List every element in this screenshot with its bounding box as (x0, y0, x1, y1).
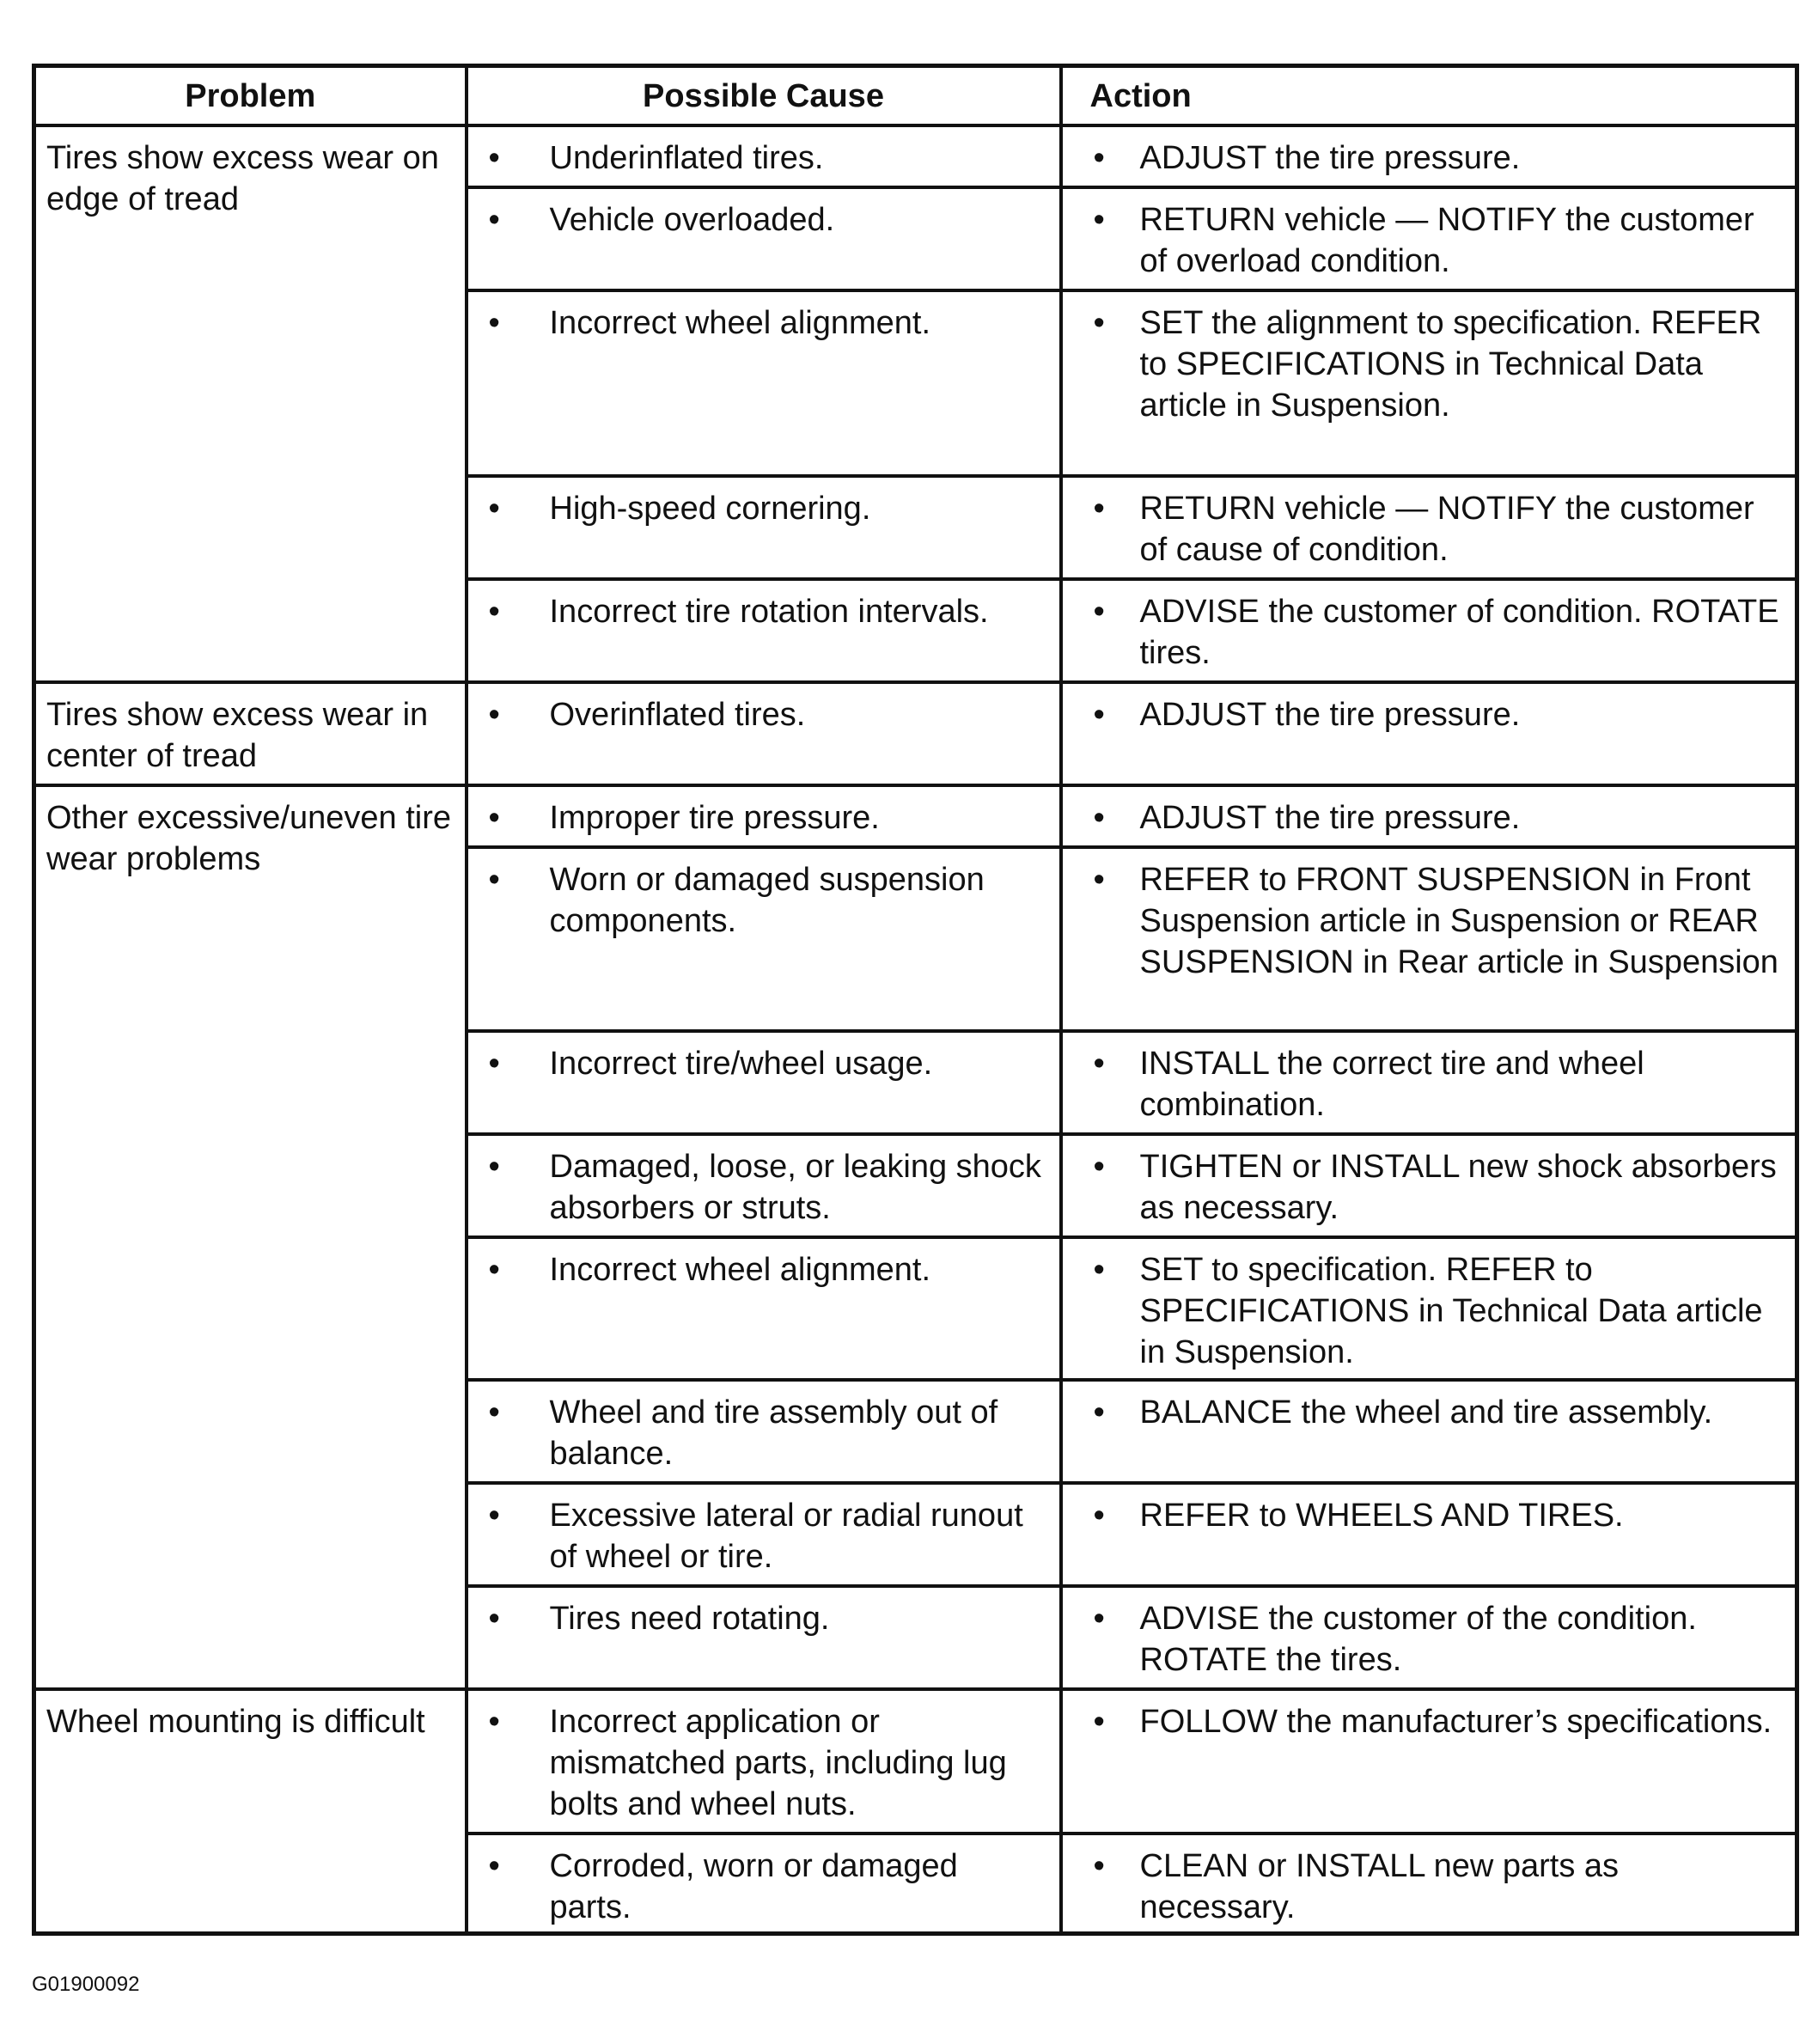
action-cell: • ADVISE the customer of condition. ROTATE tires. (1061, 579, 1797, 682)
action-cell: • SET the alignment to specification. REFER to SPECIFICATIONS in Technical Data article in Suspension. (1061, 290, 1797, 476)
cause-cell: • Wheel and tire assembly out of balance. (467, 1380, 1061, 1483)
cause-cell: • Incorrect wheel alignment. (467, 1237, 1061, 1380)
table-row (34, 1689, 1797, 1833)
table-body (34, 125, 1797, 1933)
action-cell: • BALANCE the wheel and tire assembly. (1061, 1380, 1797, 1483)
action-cell: • ADVISE the customer of the condition. ROTATE the tires. (1061, 1586, 1797, 1689)
action-cell: • ADJUST the tire pressure. (1061, 125, 1797, 187)
cause-cell: • Incorrect wheel alignment. (467, 290, 1061, 476)
action-cell: • ADJUST the tire pressure. (1061, 785, 1797, 847)
action-cell: • REFER to FRONT SUSPENSION in Front Suspension article in Suspension or REAR SUSPENSION in Rear article in Suspension (1061, 847, 1797, 1031)
action-cell: • TIGHTEN or INSTALL new shock absorbers as necessary. (1061, 1134, 1797, 1237)
cause-cell: • Excessive lateral or radial runout of wheel or tire. (467, 1483, 1061, 1586)
problem-cell: Wheel mounting is difficult (34, 1689, 467, 1933)
action-cell: • ADJUST the tire pressure. (1061, 682, 1797, 785)
cause-cell: • Corroded, worn or damaged parts. (467, 1833, 1061, 1933)
action-cell: • RETURN vehicle — NOTIFY the customer of overload condition. (1061, 187, 1797, 290)
problem-cell: Tires show excess wear on edge of tread (34, 125, 467, 682)
cause-cell: • Underinflated tires. (467, 125, 1061, 187)
action-cell: • INSTALL the correct tire and wheel combination. (1061, 1031, 1797, 1134)
header-row (34, 66, 1797, 126)
table-row (34, 125, 1797, 187)
action-cell: • RETURN vehicle — NOTIFY the customer of cause of condition. (1061, 476, 1797, 579)
header-possible-cause: Possible Cause (467, 66, 1061, 126)
action-cell: • SET to specification. REFER to SPECIFICATIONS in Technical Data article in Suspension. (1061, 1237, 1797, 1380)
table-row (34, 682, 1797, 785)
action-cell: • FOLLOW the manufacturer’s specifications. (1061, 1689, 1797, 1833)
cause-cell: • Worn or damaged suspension components. (467, 847, 1061, 1031)
action-cell: • REFER to WHEELS AND TIRES. (1061, 1483, 1797, 1586)
problem-cell: Tires show excess wear in center of tread (34, 682, 467, 785)
cause-cell: • Vehicle overloaded. (467, 187, 1061, 290)
problem-cell: Other excessive/uneven tire wear problems (34, 785, 467, 1689)
cause-cell: • Incorrect tire rotation intervals. (467, 579, 1061, 682)
header-problem: Problem (34, 66, 467, 126)
cause-cell: • Tires need rotating. (467, 1586, 1061, 1689)
cause-cell: • Improper tire pressure. (467, 785, 1061, 847)
header-action: Action (1061, 66, 1797, 126)
figure-code: G01900092 (32, 1973, 140, 1996)
action-cell: • CLEAN or INSTALL new parts as necessary. (1061, 1833, 1797, 1933)
cause-cell: • Incorrect application or mismatched parts, including lug bolts and wheel nuts. (467, 1689, 1061, 1833)
cause-cell: • High-speed cornering. (467, 476, 1061, 579)
diagnosis-table (32, 64, 1799, 1936)
cause-cell: • Overinflated tires. (467, 682, 1061, 785)
cause-cell: • Damaged, loose, or leaking shock absorbers or struts. (467, 1134, 1061, 1237)
cause-cell: • Incorrect tire/wheel usage. (467, 1031, 1061, 1134)
table-row (34, 785, 1797, 847)
